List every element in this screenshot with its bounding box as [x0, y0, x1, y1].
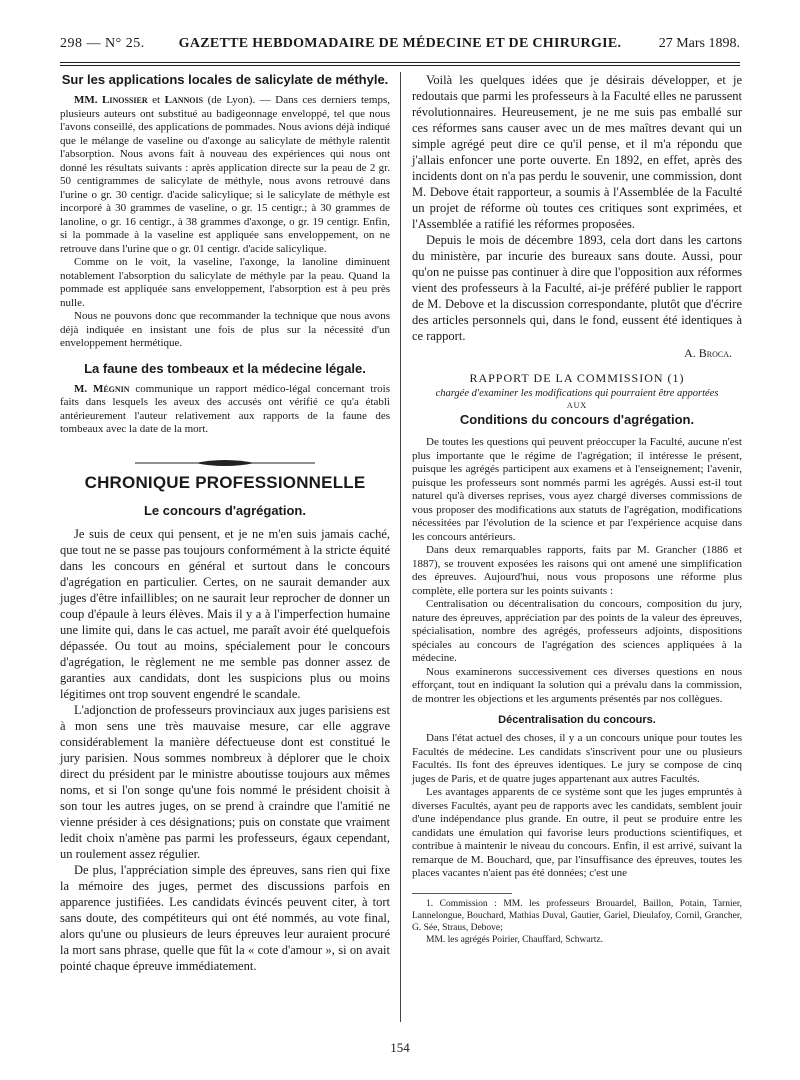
section-ornament: [60, 455, 390, 467]
salicylate-text-1: (de Lyon). — Dans ces derniers temps, plusieurs auteurs ont substitué au badigeonnage enveloppé, tel que nous l'avons conseillé, des applications de pommades. Nous avions déjà indiqué que le mélange de vaseline ou d'axonge au salicylate de méthyle ralentit l'absorption. Nous avons fait à nouveau des expériences qui nous ont donné les résultats suivants : après application directe sur la peau de 2 gr. 50 centigrammes de salicylate de méthyle, nous avons retrouvé dans l'urine o gr. 30 centigr. d'acide salicylique; si le salicylate de méthyle est incorporé à 30 grammes de vaseline, o gr. 15 centigr.; à 30 grammes de lanoline, o gr. 16 centigr., à 38 grammes d'axonge, o gr. 19 centigr. Enfin, si la pommade à la vaseline est appliquée sans enveloppement, on ne retrouve dans l'urine que o gr. 01 centigr. d'acide salicylique.: [60, 94, 390, 255]
page-number-issue: 298 — N° 25.: [60, 36, 145, 51]
chronique-heading: CHRONIQUE PROFESSIONNELLE: [84, 472, 366, 492]
footnote-rule: [412, 893, 512, 894]
intro-para-1: Voilà les quelques idées que je désirais développer, et je redoutais que parmi les professeurs à la Faculté elles ne parussent révolutionnaires. Heureusement, je ne me suis pas emballé sur ces réformes sans causer avec un de mes maîtres devant qui un simple agrégé peut dire ce qu'il pense, et il m'a répondu que j'allais enfoncer une porte ouverte. En 1892, en effet, après des incidents dont on n'a pas perdu le souvenir, une commission, dont M. Debove était rapporteur, a soumis à l'Assemblée de la Faculté un projet de réforme où toutes ces critiques sont exprimées, et l'Assemblée a ratifié les réformes proposées.: [412, 73, 742, 231]
faune-title: La faune des tombeaux et la médecine légale.: [84, 360, 366, 376]
rapport-para-1: De toutes les questions qui peuvent préoccuper la Faculté, aucune n'est plus importante que le régime de l'agrégation; il intéresse le présent, puisque les agrégés participent aux examens et à l'enseignement; l'avenir, puisque les professeurs sont nommés parmi les agrégés. Aussi est-il tout naturel qu'à diverses reprises, vous ayez chargé diverses commissions de vous proposer des modifications aux statuts de l'agrégation, modifications nécessitées par l'évolution de la science et par l'expérience acquise dans les concours antérieurs.: [412, 436, 742, 543]
faune-text: communique un rapport médico-légal concernant trois faits dans lesquels les aveux des accusés ont vérifié ce qu'a établi antérieurement l'auteur relativement aux rapports de la faune des tombeaux avec la date de la mort.: [60, 382, 390, 435]
salicylate-author-1: MM. Linossier: [74, 94, 148, 106]
concours-para-3: De plus, l'appréciation simple des épreuves, sans rien qui fixe la mémoire des juges, permet des discussions parfois en apparence justifiées. Les candidats évincés peuvent citer, à tort sans doute, des compétiteurs qui ont été nommés, au vote final, alors qu'une ou plusieurs de leurs épreuves leur auraient procuré la mort sans phrase, quelle que fût la « cote d'amour », si on avait pointé chaque épreuve immédiatement.: [60, 862, 390, 973]
decentral-title: Décentralisation du concours.: [498, 714, 656, 726]
salicylate-author-conj: et: [147, 94, 165, 106]
issue-date: 27 Mars 1898.: [658, 36, 740, 51]
header-rule: [60, 62, 740, 63]
journal-title: GAZETTE HEBDOMADAIRE DE MÉDECINE ET DE CHIRURGIE.: [178, 36, 622, 51]
right-column: [412, 72, 742, 946]
footnote-1: 1. Commission : MM. les professeurs Brouardel, Baillon, Potain, Tarnier, Lannelongue, Bouchard, Mathias Duval, Gautier, Gariel, Dieulafoy, Cornil, Grancher, G. Sée, Straus, Debove;: [412, 898, 742, 933]
footnote-2: MM. les agrégés Poirier, Chauffard, Schwartz.: [426, 934, 603, 945]
column-separator: [400, 72, 401, 1022]
rapport-subtitle: chargée d'examiner les modifications qui pourraient être apportées: [435, 388, 719, 399]
intro-para-2: Depuis le mois de décembre 1893, cela dort dans les cartons du ministère, par incurie des bureaux sans doute. Aussi, pour qu'on ne puisse pas continuer à dire que l'opposition aux réformes vient des professeurs à la Faculté, ai-je préféré publier le rapport de M. Debove et la discussion correspondante, plutôt que d'écrire des articles personnels qui, dans le fond, eussent été identiques à ce rapport.: [412, 233, 742, 343]
folio-number: 154: [390, 1040, 410, 1055]
concours-para-2: L'adjonction de professeurs provinciaux aux juges parisiens est à mon sens une très mauvaise mesure, car elle aggrave considérablement la manière défectueuse dont est constitué le jury parisien. Nous sommes nombreux à déplorer que le choix direct du président par le ministre aboutisse toujours aux mêmes noms, et si l'on songe qu'une fois nommé le président choisit à son tour les autres juges, on se prend à craindre que l'amitié ne vienne présider à ces désignations; puis on constate que vraiment ledit choix n'amène pas parmi les professeurs, égaux cependant, un roulement assez régulier.: [60, 702, 390, 861]
salicylate-para-3: Nous ne pouvons donc que recommander la technique que nous avons déjà indiquée en insistant une fois de plus sur la nécessité d'un enveloppement hermétique.: [60, 310, 390, 349]
conditions-title: Conditions du concours d'agrégation.: [459, 412, 695, 427]
header-rule-double: [60, 65, 740, 66]
salicylate-author-2: Lannois: [164, 94, 204, 106]
decentral-para-1: Dans l'état actuel des choses, il y a un concours unique pour toutes les Facultés de médecine. Les candidats s'inscrivent pour une ou plusieurs Facultés. Ils font des épreuves identiques. Le jury se compose de cinq juges de Paris, et de quatre juges appartenant aux autres Facultés.: [412, 732, 742, 785]
concours-para-1: Je suis de ceux qui pensent, et je ne m'en suis jamais caché, que tout ne se passe pas toujours conformément à la stricte équité dans les concours en général et surtout dans le concours d'agrégation en particulier. Certes, on ne saurait demander aux juges d'être infaillibles; on ne saurait leur reprocher de donner un coup d'épaule à leurs élèves. Mais il y a à l'imperfection humaine une limite qui, dans le cas actuel, me paraît avoir été quelquefois dépassée. Ou tout au moins, spécialement pour le concours d'agrégation, le règlement ne me semble pas donner assez de garanties aux candidats, dont les suspicions plus ou moins légitimes ont trop souvent engendré le scandale.: [60, 526, 390, 701]
faune-para: [60, 383, 390, 437]
rapport-title: RAPPORT DE LA COMMISSION (1): [469, 371, 685, 385]
ornament-rule-icon: [135, 458, 315, 468]
faune-author: M. Mégnin: [74, 382, 130, 395]
rapport-para-2: Dans deux remarquables rapports, faits par M. Grancher (1886 et 1887), se trouvent exposées les raisons qui ont amené une simplification des épreuves. Aujourd'hui, nous vous proposons une réforme plus complète, elle portera sur les points suivants :: [412, 544, 742, 597]
signature: A. Broca.: [684, 346, 732, 360]
decentral-para-2: Les avantages apparents de ce système sont que les juges empruntés à diverses Facultés, ayant peu de rapports avec les candidats, semblent jouir d'une indépendance plus grande. En outre, il peut se produire entre les candidats une émulation qui favorise leurs productions scientifiques, et contribue à maintenir le niveau du concours. Enfin, il est arrivé, suivant la remarque de M. Bouchard, que, par l'insuffisance des épreuves, toutes les places vacantes n'aient pas été données; c'est une: [412, 786, 742, 879]
salicylate-title: Sur les applications locales de salicylate de méthyle.: [61, 72, 389, 87]
running-head: [60, 36, 740, 56]
salicylate-para-1: [60, 94, 390, 256]
concours-title: Le concours d'agrégation.: [143, 502, 306, 518]
rapport-para-4: Nous examinerons successivement ces diverses questions en nous efforçant, tout en indiquant la solution qui a prévalu dans la commission, de montrer les objections et les arguments présentés par nos collègues.: [412, 665, 742, 705]
left-column: [60, 72, 390, 974]
rapport-para-3: Centralisation ou décentralisation du concours, composition du jury, nature des épreuves, appréciation par des points de la valeur des épreuves, spécialisation, nombre des agrégés, professeurs adjoints, dispositions spéciales au concours de l'agrégation des sciences appliquées à la médecine.: [412, 598, 742, 664]
salicylate-para-2: Comme on le voit, la vaseline, l'axonge, la lanoline diminuent notablement l'absorption du salicylate de méthyle par la peau. Quand la pommade est appliquée sans enveloppement, l'absorption est à peu près nulle.: [60, 256, 390, 309]
rapport-aux: AUX: [566, 401, 588, 410]
